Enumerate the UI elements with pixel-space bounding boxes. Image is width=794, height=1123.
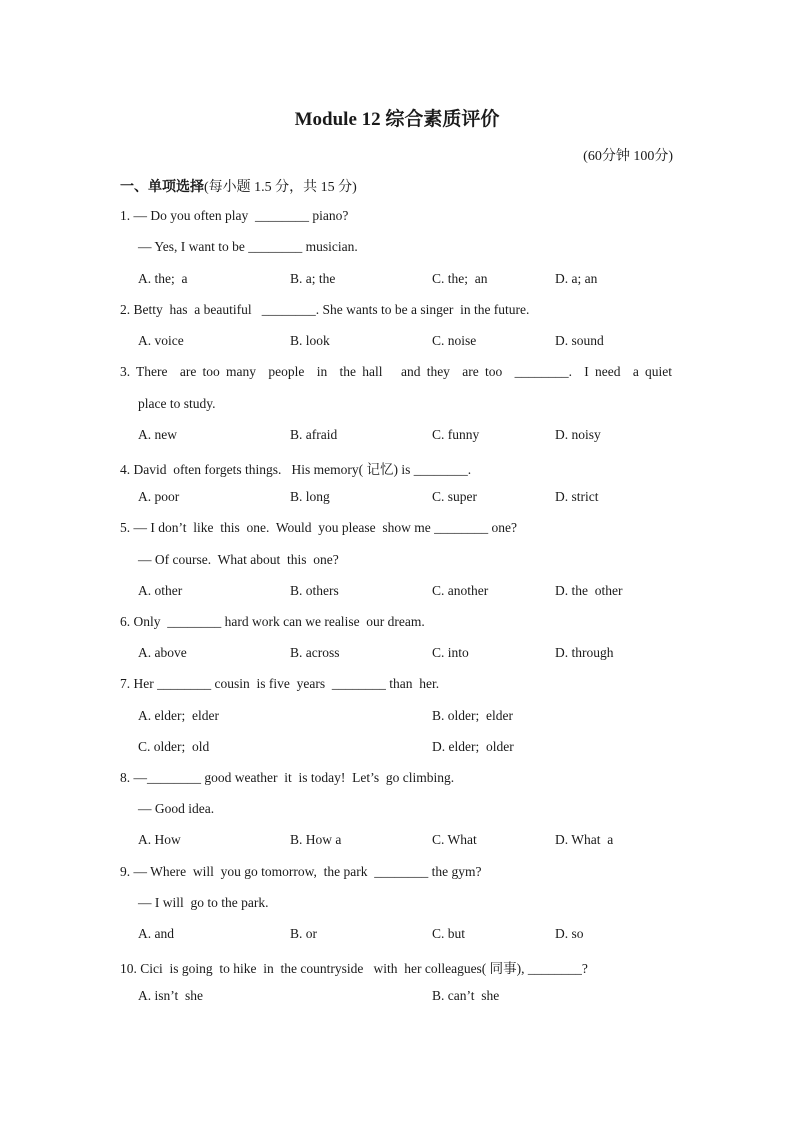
question-4-option-c[interactable]: C. super <box>432 489 477 504</box>
page-title: Module 12 综合素质评价 <box>294 109 500 130</box>
question-10-option-a[interactable]: A. isn’t she <box>138 988 204 1003</box>
question-9-option-d[interactable]: D. so <box>555 926 584 941</box>
question-1-line-2: — Yes, I want to be ________ musician. <box>138 239 358 254</box>
question-7-line-1: 7. Her ________ cousin is five years ________ than her. <box>120 676 440 691</box>
question-7-option-a[interactable]: A. elder; elder <box>138 708 219 723</box>
question-4-option-d[interactable]: D. strict <box>555 489 599 504</box>
question-4-option-a[interactable]: A. poor <box>138 489 180 504</box>
question-1-option-c[interactable]: C. the; an <box>432 271 488 286</box>
question-7-option-b[interactable]: B. older; elder <box>432 708 513 723</box>
question-7-option-c[interactable]: C. older; old <box>138 739 210 754</box>
question-8-line-1: 8. —________ good weather it is today! Let’s go climbing. <box>120 770 455 785</box>
question-9-line-1: 9. — Where will you go tomorrow, the park ________ the gym? <box>120 864 482 879</box>
question-3-option-c[interactable]: C. funny <box>432 427 480 442</box>
question-9-line-2: — I will go to the park. <box>138 895 269 910</box>
question-3-line-1: 3. There are too many people in the hall and they are too ________. I need a quiet <box>120 364 672 379</box>
question-4-line-1: 4. David often forgets things. His memory( 记忆) is ________. <box>120 462 472 477</box>
question-2-line-1: 2. Betty has a beautiful ________. She wants to be a singer in the future. <box>120 302 530 317</box>
question-1-option-a[interactable]: A. the; a <box>138 271 188 286</box>
question-2-option-c[interactable]: C. noise <box>432 333 477 348</box>
question-2-option-b[interactable]: B. look <box>290 333 330 348</box>
question-5-option-c[interactable]: C. another <box>432 583 489 598</box>
question-9-option-b[interactable]: B. or <box>290 926 317 941</box>
question-10-line-1: 10. Cici is going to hike in the countryside with her colleagues( 同事), ________? <box>120 961 588 976</box>
question-3-option-d[interactable]: D. noisy <box>555 427 601 442</box>
question-9-option-c[interactable]: C. but <box>432 926 466 941</box>
question-8-option-b[interactable]: B. How a <box>290 832 342 847</box>
question-6-option-d[interactable]: D. through <box>555 645 614 660</box>
question-7-option-d[interactable]: D. elder; older <box>432 739 514 754</box>
question-8-option-c[interactable]: C. What <box>432 832 477 847</box>
question-6-option-a[interactable]: A. above <box>138 645 187 660</box>
question-5-line-2: — Of course. What about this one? <box>138 552 339 567</box>
question-8-option-a[interactable]: A. How <box>138 832 181 847</box>
question-1-line-1: 1. — Do you often play ________ piano? <box>120 208 349 223</box>
section-heading-label: 一、单项选择 <box>120 180 204 195</box>
time-note: (60分钟 100分) <box>583 149 673 164</box>
question-5-option-d[interactable]: D. the other <box>555 583 623 598</box>
question-6-option-b[interactable]: B. across <box>290 645 340 660</box>
question-6-option-c[interactable]: C. into <box>432 645 469 660</box>
section-heading <box>120 176 357 196</box>
question-8-line-2: — Good idea. <box>138 801 215 816</box>
question-3-option-a[interactable]: A. new <box>138 427 177 442</box>
section-heading-scoring: (每小题 1.5 分，共 15 分) <box>204 180 357 195</box>
question-10-option-b[interactable]: B. can’t she <box>432 988 500 1003</box>
question-8-option-d[interactable]: D. What a <box>555 832 614 847</box>
question-5-option-a[interactable]: A. other <box>138 583 183 598</box>
question-2-option-a[interactable]: A. voice <box>138 333 184 348</box>
question-3-line-2: place to study. <box>138 396 216 411</box>
question-5-option-b[interactable]: B. others <box>290 583 339 598</box>
question-3-option-b[interactable]: B. afraid <box>290 427 338 442</box>
question-6-line-1: 6. Only ________ hard work can we realise our dream. <box>120 614 425 629</box>
question-9-option-a[interactable]: A. and <box>138 926 174 941</box>
question-4-option-b[interactable]: B. long <box>290 489 330 504</box>
question-2-option-d[interactable]: D. sound <box>555 333 604 348</box>
question-5-line-1: 5. — I don’t like this one. Would you please show me ________ one? <box>120 520 517 535</box>
question-1-option-d[interactable]: D. a; an <box>555 271 598 286</box>
question-1-option-b[interactable]: B. a; the <box>290 271 336 286</box>
